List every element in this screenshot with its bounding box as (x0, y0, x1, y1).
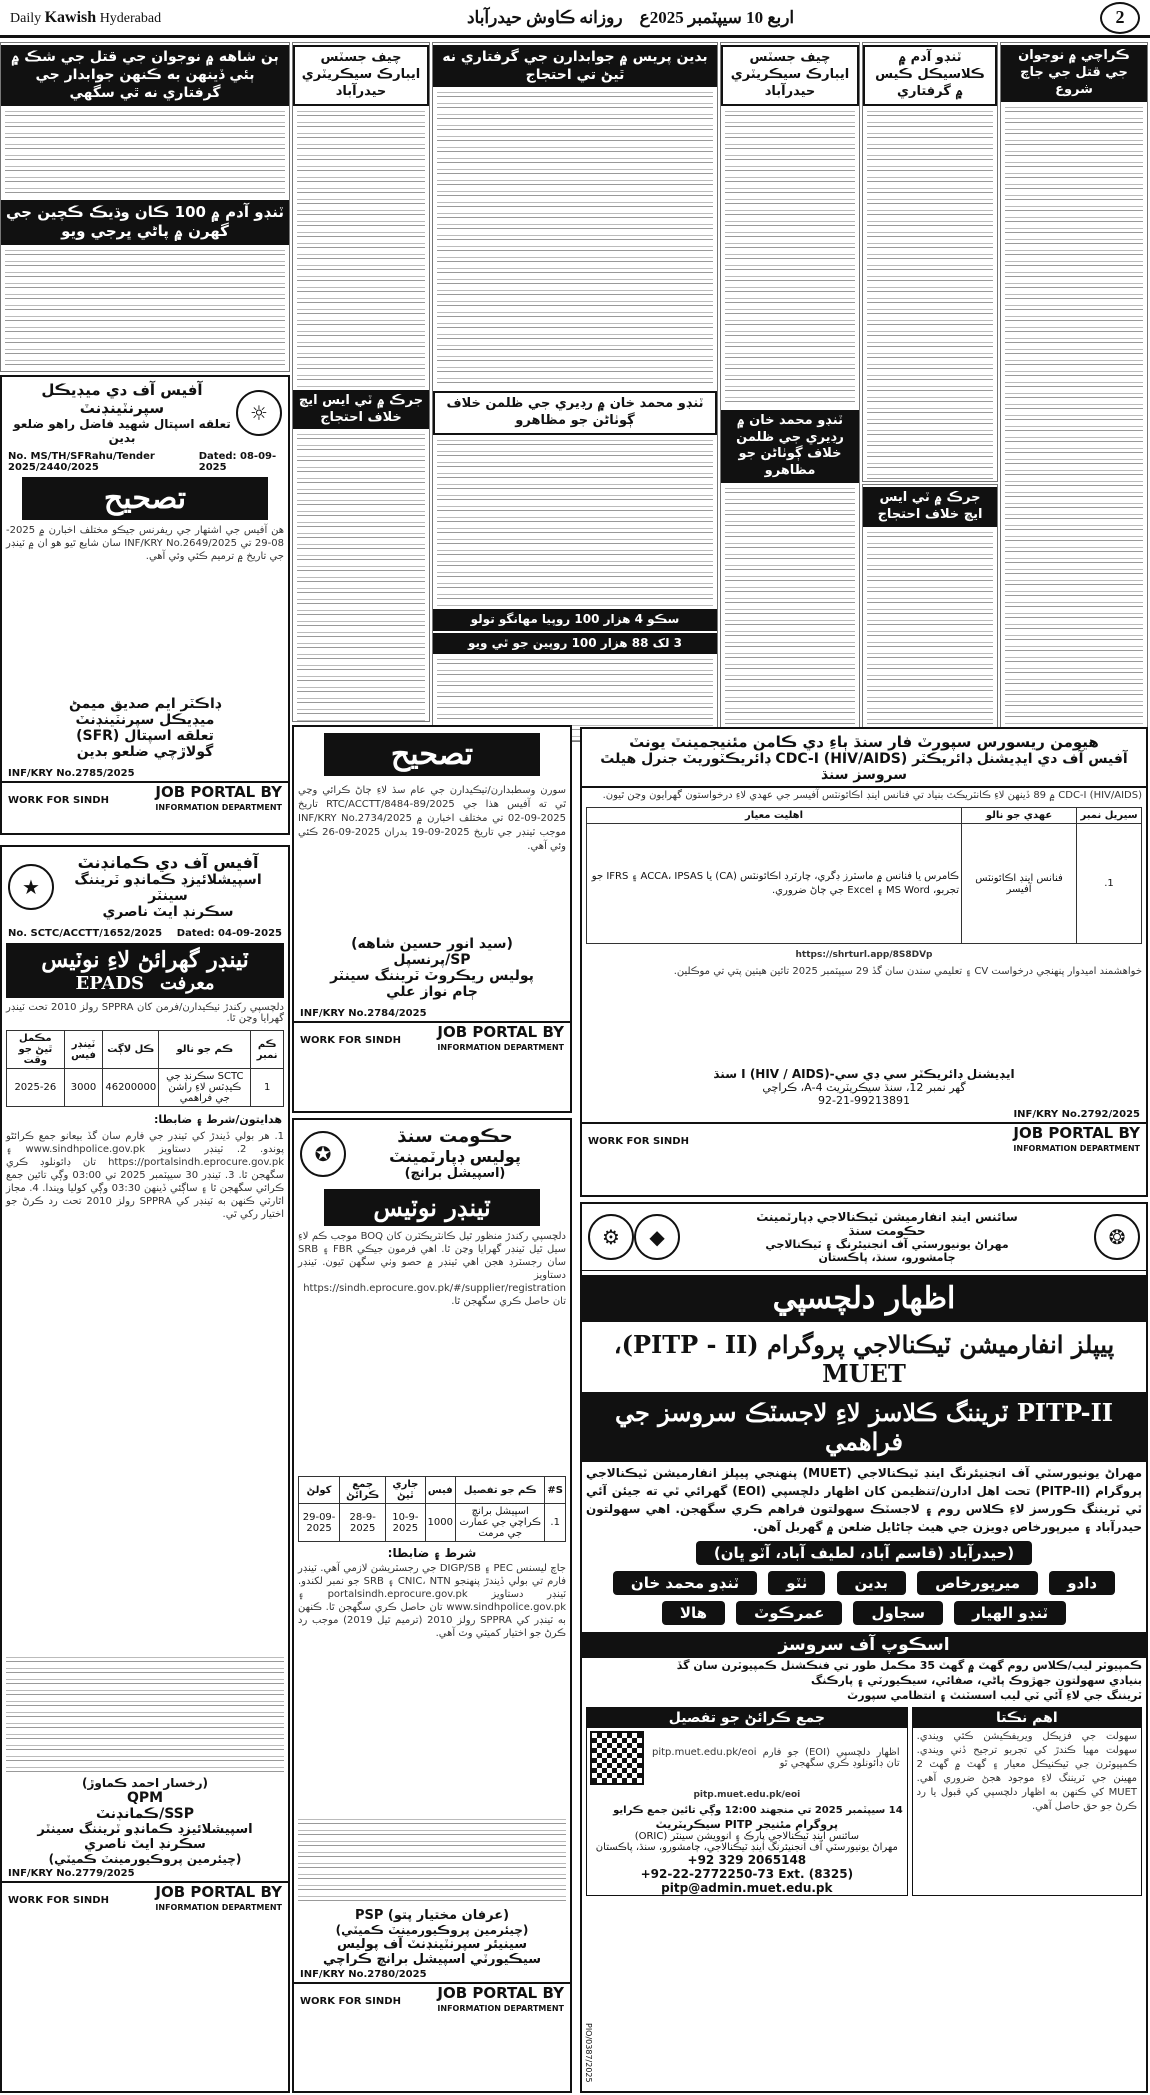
col-header: S# (545, 1477, 566, 1504)
job-portal-label: JOB PORTAL BY (155, 783, 282, 801)
headline: ڪراچي ۾ نوجوان جي قتل جي جاچ شروع (1001, 45, 1147, 102)
headline: ٽنڊو محمد خان ۾ رڊيري جي ظلمن خلاف ڳوٺاڻن جو مظاهرو (433, 391, 717, 435)
headline: ٽنڊو آدم ۾ ڪلاسيڪل ڪيس ۾ گرفتاري (863, 45, 997, 106)
ad-signatory-office: تعلقه اسپتال (SFR) (76, 728, 214, 744)
job-portal-label: JOB PORTAL BY (155, 1883, 282, 1901)
location-pill: هالا (662, 1601, 725, 1625)
headline: ٽنڊو محمد خان ۾ رڊيري جي ظلمن خلاف ڳوٺاڻن جو مظاهرو (721, 410, 859, 484)
scope-item: ڪمپيوٽر ليب/ڪلاس روم گهٽ ۾ گهٽ 35 مڪمل طور تي فنڪشنل ڪمپيوٽرن سان گڏ (676, 1659, 1142, 1672)
col-header: جاري ٿيڻ (386, 1477, 425, 1504)
epads-label: EPADS (75, 973, 144, 994)
ad-title: تصحيح (324, 733, 540, 776)
ad-committee: (چيئرمين پروڪيورمينٽ ڪميٽي) (48, 1852, 242, 1866)
ad-title-via: معرفت (160, 973, 215, 994)
ad-ref-number: No. SCTC/ACCTT/1652/2025 (8, 928, 163, 939)
news-column-3 (862, 484, 998, 742)
inf-number: INF/KRY No.2784/2025 (300, 1008, 427, 1019)
sindhi-title: روزانه ڪاوش حيدرآباد (466, 7, 623, 27)
ad-org: هيومن ريسورس سپورٽ فار سنڌ ٻاءِ دي ڪامن مئنيجمينٽ يونٽ (629, 733, 1099, 751)
ad-intro: دلچسپي رکندڙ ٺيڪيدارن/فرمن کان SPPRA رولز 2010 تحت ٽينڊر گهرايا وڃن ٿا. (6, 1002, 284, 1024)
scope-title: اسڪوپ آف سروسز (582, 1632, 1146, 1658)
pitp-logo-icon: ◆ (634, 1214, 680, 1260)
ad-body: سورن وسطبدارن/ٺيڪيدارن جي عام سڌ لاءِ ڄاڻ ڪرائي وڃي ٿي ته آفيس هذا جي RTC/ACCTT/8484-89/2025 تاريخ 2025-09-02 تي مختلف اخبارن ۾ INF/KRY No.2734/2025 موجب ٽينڊر جي تاريخ 2025-09-19 بدران 2025-09-26 ڪئي وئي آهي. (298, 785, 566, 852)
table-cell: SCTC سڪرنڊ جي ڪيڊٽس لاءِ راشن جي فراهمي (159, 1069, 251, 1107)
col-header: سيريل نمبر (1077, 808, 1142, 824)
headline: جرڪ ۾ ٽي ايس ايچ خلاف احتجاج (293, 390, 429, 430)
ad-intro: دلچسپي رکندڙ منظور ٿيل ڪانٽريڪٽرن کان BOQ موجب ڪم لاءِ سيل ٿيل ٽينڊر گهرايا وڃن ٿا. اهي فرمون جيڪي FBR ۽ SRB سان رجسٽرڊ هجن اهي ٽينڊر ۾ حصو وٺي سگهن ٿيون. ٽينڊر دستاويز https://sindh.eprocure.gov.pk/#/supplier/registration تان حاصل ڪري سگهجن ٿا. (298, 1231, 567, 1307)
masthead-english (10, 9, 161, 27)
location-pill: ٺٽو (768, 1571, 825, 1595)
qr-code-icon[interactable] (590, 1731, 644, 1785)
submission-title: جمع ڪرائڻ جو تفصيل (587, 1708, 907, 1728)
table-cell: 1 (251, 1069, 284, 1107)
col-header: ٽينڊر فيس (64, 1031, 103, 1069)
news-text (297, 431, 425, 722)
scope-item: ٽريننگ جي لاءِ آئي ٽي ليب اسسٽنٽ ۽ انتظامي سپورٽ (847, 1689, 1142, 1702)
terms-body: جاچ ليسنس PEC ۽ DIGP/SB جي رجسٽريشن لازمي آهي. ٽينڊر فارم تي بولي ڏيندڙ پنهنجو CNIC، NTN ۽ SRB جو نمبر لکندو. ٽينڊر دستاويز portalsindh.eprocure.gov.pk ۽ www.sindhpolice.gov.pk تان حاصل ڪري سگهجن ٿا. ڪنهن به ٽينڊر کي SPPRA رولز 2010 (ترميم ٿيل 2019) موجب رد ڪرڻ جو اختيار کميٽي وٽ آهي. (298, 1563, 567, 1639)
notes-body: سهولت جي فزيڪل ويريفڪيشن ڪئي ويندي. سهولت مهيا ڪندڙ کي تجربو ترجيح ڏني ويندي. ڪمپيوٽرن جي ٽيڪنيڪل معيار ۽ گهٽ ۾ گهٽ 2 مهينن جي ٽريننگ لاءِ موجود هجڻ ضروري آهي. MUET کي ڪنهن به اظهار دلچسپي کي قبول يا رد ڪرڻ جو حق حاصل آهي. (916, 1731, 1137, 1812)
col-header: ڪل لاڳت (103, 1031, 159, 1069)
ad-signatory-office: پوليس ريڪروٽ ٽريننگ سينٽر (330, 968, 534, 984)
headline: چيف جسٽس ايبارڪ سيڪريٽري حيدرآباد (721, 45, 859, 106)
ad-branch: (اسپيشل برانچ) (404, 1166, 506, 1181)
headline: بدين پريس ۾ جوابدارن جي گرفتاري نه ٿيڻ تي احتجاج (433, 45, 717, 87)
address-office: ايڊيشنل ڊائريڪٽر سي ڊي سي-I (HIV / AIDS) سنڌ (713, 1067, 1015, 1081)
contact-address: مهراڻ يونيورسٽي آف انجنيئرنگ اينڊ ٽيڪنالاجي، ڄامشورو، سنڌ، پاڪستان (595, 1842, 898, 1853)
scope-item: بنيادي سهولتون جهڙوڪ پاڻي، صفائي، سيڪيورٽي ۽ پارڪنگ (810, 1674, 1142, 1687)
ad-signatory-title: سينيئر سپرنٽينڊنٽ آف پوليس (337, 1937, 527, 1952)
location-list (582, 1568, 1146, 1628)
col-header: کولڻ (299, 1477, 340, 1504)
ad-title: اظهار دلچسپي (582, 1275, 1146, 1322)
ad-prtc-tasheeh (292, 725, 572, 1113)
news-text (867, 108, 993, 482)
page-number: 2 (1100, 2, 1140, 34)
location-pill: ميرپورخاص (917, 1571, 1038, 1595)
paper-name: Kawish (44, 8, 97, 26)
ad-title: ٽينڊر نوٽيس (324, 1189, 540, 1226)
news-text (5, 247, 285, 372)
ad-sctc-tender (0, 845, 290, 2093)
notes-title: اهم نڪتا (913, 1708, 1141, 1728)
job-portal-footer (294, 1982, 570, 2018)
headline: جرڪ ۾ ٽي ايس ايچ خلاف احتجاج (863, 487, 997, 527)
news-column-1 (1000, 42, 1148, 742)
ad-location: سڪرنڊ ايٽ ناصري (102, 904, 234, 920)
table-cell: 29-09-2025 (299, 1504, 340, 1542)
ad-signatory-title: SSP/ڪمانڊنٽ (95, 1806, 195, 1822)
ad-signatory-location: ڄام نواز علي (386, 984, 478, 1000)
news-text (725, 108, 855, 408)
muet-logo-icon: ⚙ (588, 1214, 634, 1260)
contact-phone: +92 329 2065148 (687, 1853, 807, 1867)
info-dept-label: INFORMATION DEPARTMENT (155, 1903, 282, 1912)
inf-number: INF/KRY No.2792/2025 (1013, 1109, 1140, 1120)
ad-hrsu-cdc (580, 727, 1148, 1197)
table-cell: 3000 (64, 1069, 103, 1107)
location-pill: بدين (837, 1571, 906, 1595)
masthead-sindhi (467, 8, 794, 28)
contact-title: پروگرام مئنيجر PITP سيڪريٽريٽ (655, 1818, 839, 1831)
contact-email[interactable]: pitp@admin.muet.edu.pk (661, 1881, 833, 1895)
job-portal-label: JOB PORTAL BY (437, 1023, 564, 1041)
ad-org: سائنس اينڊ انفارميشن ٽيڪنالاجي ڊپارٽمينٽ (756, 1210, 1018, 1224)
headline: ٻن شاهه ۾ نوجوان جي قتل جي شڪ ۾ ٻئي ڏينهن به ڪنهن جوابدار جي گرفتاري نه ٿي سگهي (1, 45, 289, 106)
location-pill: سجاول (853, 1601, 943, 1625)
ad-signatory: (رخسار احمد ڪماوڙ) (81, 1776, 209, 1790)
info-dept-label: INFORMATION DEPARTMENT (1013, 1144, 1140, 1153)
ad-university-location: ڄامشورو، سنڌ، پاڪستان (818, 1251, 956, 1264)
news-text (297, 108, 425, 388)
ad-org-govt: حڪومت سنڌ (848, 1224, 926, 1238)
news-column-6 (292, 42, 430, 722)
contact-phone: +92-22-2772250-73 Ext. (8325) (640, 1867, 854, 1881)
inf-number: INF/KRY No.2780/2025 (300, 1969, 427, 1980)
stock-line-2: 3 لک 88 هزار 100 روپين جو ٿي ويو (433, 633, 717, 655)
ad-signatory-office: سيڪيورٽي اسپيشل برانچ ڪراچي (323, 1952, 541, 1967)
ad-ref-number: No. MS/TH/SFRahu/Tender 2025/2440/2025 (8, 451, 155, 473)
ad-signatory: ڊاڪٽر ايم صديق ميمڻ (68, 696, 221, 712)
ad-description: مهراڻ يونيورسٽي آف انجنيئرنگ اينڊ ٽيڪنالاجي (MUET) پنهنجي پيپلز انفارميشن ٽيڪنالاجي پروگرام (PITP-II) تحت اهل ادارن/تنظيمن کان اظهار دلچسپي (EOI) گهرائي ٿي ته جيئن آئي ٽي ٽريننگ ڪورسز لاءِ ڪلاس روم ۽ لاجسٽڪ سهولتون فراهم ڪري سگهجن. اهي سهولتون حيدرآباد ۽ ميرپورخاص ڊويزن جي هيٺ ڄاڻايل ضلعن ۾ گهربل آهن. (586, 1466, 1143, 1534)
location-pill: ٽنڊو الهيار (954, 1601, 1066, 1625)
commando-badge-icon: ★ (8, 864, 54, 910)
col-header: ڪم جو تفصيل (455, 1477, 544, 1504)
table-cell: اسپيشل برانچ ڪراچي جي عمارت جي مرمت (455, 1504, 544, 1542)
table-cell: 46200000 (103, 1069, 159, 1107)
inf-number: INF/KRY No.2785/2025 (8, 768, 135, 779)
masthead (0, 0, 1150, 38)
table-cell: 10-9-2025 (386, 1504, 425, 1542)
terms-continued (6, 1654, 284, 1774)
col-header: فيس (425, 1477, 455, 1504)
ad-sub-org: تعلقه اسپتال شهيد فاضل راهو ضلعو بدين (13, 417, 231, 445)
headline: ٽنڊو آدم ۾ 100 ڪان وڌيڪ ڪچين جي گهرن ۾ پاڻي ڀرجي ويو (1, 200, 289, 245)
ad-date: Dated: 04-09-2025 (176, 928, 282, 939)
sindh-govt-logo-icon: ❂ (1094, 1214, 1140, 1260)
ad-muet-pitp-eoi (580, 1202, 1148, 2093)
ad-intro: CDC-I (HIV/AIDS) ۾ 89 ڏينهن لاءِ ڪانٽريڪٽ بنياد تي فنانس اينڊ اڪائونٽس آفيسر جي عهدي لاءِ درخواستون گهرايون وڃن ٿيون. (602, 790, 1142, 801)
work-for-sindh-label: WORK FOR SINDH (588, 1135, 689, 1147)
ad-org: آفيس آف دي ميڊيڪل سپرنٽينڊنٽ (41, 381, 203, 417)
ad-program: پيپلز انفارميشن ٽيڪنالاجي پروگرام (PITP - II)، MUET (613, 1330, 1115, 1388)
ad-signatory-rank: QPM (126, 1790, 164, 1806)
apply-link[interactable]: https://shrturl.app/8S8DVp (795, 950, 933, 960)
col-header: عهدي جو نالو (962, 808, 1077, 824)
apply-instructions: خواهشمند اميدوار پنهنجي درخواست CV ۽ تعليمي سندن سان گڏ 29 سيپٽمبر 2025 تائين هيٺين پتي تي موڪلين. (673, 966, 1142, 977)
terms-title: شرط ۽ ضابطا: (387, 1546, 477, 1560)
ad-sub-org: آفيس آف دي ايڊيشنل ڊائريڪٽر CDC-I (HIV/AIDS) ڊائريڪٽوريٽ جنرل هيلٿ سروسز سنڌ (582, 751, 1146, 788)
news-text (5, 108, 285, 198)
job-portal-label: JOB PORTAL BY (1013, 1124, 1140, 1142)
news-text (437, 89, 713, 389)
location-pill: عمرڪوٽ (736, 1601, 842, 1625)
work-for-sindh-label: WORK FOR SINDH (8, 1894, 109, 1906)
location-pill: ٽنڊو محمد خان (613, 1571, 757, 1595)
ad-date: Dated: 08-09-2025 (198, 451, 277, 473)
terms-title: هدايتون/شرط ۽ ضابطا: (154, 1113, 282, 1126)
ad-org: حڪومت سنڌ (397, 1126, 513, 1147)
job-portal-footer (582, 1122, 1146, 1158)
ad-body: هن آفيس جي اشتهار جي ريفرنس جيڪو مختلف اخبارن ۾ 2025-08-29 تي INF/KRY No.2649/2025 سان شايع ٿيو هو ان ۾ ٽينڊر جي تاريخ ۾ ترميم ڪئي وئي آهي. (6, 525, 284, 562)
work-for-sindh-label: WORK FOR SINDH (8, 794, 109, 806)
police-tender-table (298, 1476, 566, 1542)
table-cell: 1. (545, 1504, 566, 1542)
news-text (437, 437, 713, 607)
col-header: جمع ڪرائڻ (340, 1477, 386, 1504)
ad-title: ٽينڊر گهرائڻ لاءِ نوٽيس (41, 947, 249, 973)
ad-signatory-title: SP/پرنسپل (393, 952, 471, 968)
work-for-sindh-label: WORK FOR SINDH (300, 1995, 401, 2007)
website-link[interactable]: pitp.muet.edu.pk/eoi (693, 1790, 801, 1800)
col-header: ڪم جو نالو (159, 1031, 251, 1069)
info-dept-label: INFORMATION DEPARTMENT (437, 1043, 564, 1052)
stock-line-1: سڪو 4 هزار 100 روپيا مهانگو تولو (433, 609, 717, 631)
address-phone: 92-21-99213891 (818, 1094, 910, 1107)
news-text (725, 485, 855, 742)
sctc-tender-table (6, 1030, 284, 1107)
ad-committee: (چيئرمين پروڪيورمينٽ ڪميٽي) (335, 1923, 529, 1937)
address-street: گهر نمبر 12، سنڌ سيڪريٽريٽ 4-A، ڪراچي (762, 1081, 966, 1094)
ad-police-special-branch (292, 1118, 572, 2093)
government-seal-icon: ☼ (236, 390, 282, 436)
news-text (867, 529, 993, 729)
issue-date: اربع 10 سيپٽمبر 2025ع (639, 7, 795, 27)
news-text (1005, 104, 1143, 742)
ad-sub-org: اسپيشلائيزڊ ڪمانڊو ٽريننگ سينٽر (74, 872, 262, 904)
ad-title: تصحيح (22, 477, 268, 520)
work-for-sindh-label: WORK FOR SINDH (300, 1034, 401, 1046)
ad-signatory-office: اسپيشلائيزڊ ڪمانڊو ٽريننگ سينٽر (37, 1822, 253, 1837)
pio-number: PIO/0387/2025 (584, 2023, 593, 2083)
location-pill: دادو (1049, 1571, 1115, 1595)
ad-sub-org: پوليس ڊپارٽمينٽ (389, 1147, 521, 1166)
job-portal-footer (2, 781, 288, 817)
ad-signatory: (سيد انور حسين شاهه) (351, 936, 513, 952)
submission-form-info: اظهار دلچسپي (EOI) جو فارم pitp.muet.edu.pk/eoi تان ڊائونلوڊ ڪري سگهجي ٿو (652, 1747, 900, 1769)
ad-org: آفيس آف دي ڪمانڊنٽ (77, 853, 259, 872)
job-portal-label: JOB PORTAL BY (437, 1984, 564, 2002)
inf-number: INF/KRY No.2779/2025 (8, 1868, 135, 1879)
job-portal-footer (2, 1881, 288, 1917)
col-header: اهليت معيار (587, 808, 962, 824)
ad-university: مهراڻ يونيورسٽي آف انجنيئرنگ ۽ ٽيڪنالاجي (765, 1238, 1009, 1251)
ad-ms-fazil-rahu (0, 375, 290, 835)
info-dept-label: INFORMATION DEPARTMENT (437, 2004, 564, 2013)
col-header: مڪمل ٿيڻ جو وقت (7, 1031, 65, 1069)
ad-signatory-location: سڪرنڊ ايٽ ناصري (84, 1837, 206, 1852)
table-cell: 2025-26 (7, 1069, 65, 1107)
table-cell: ڪامرس يا فنانس ۾ ماسٽرز ڊگري، چارٽرڊ اڪائونٽس (CA) يا ACCA، IPSAS ۽ IFRS جو تجربو، MS Word ۽ Excel جي ڄاڻ ضروري. (587, 824, 962, 944)
ad-program-subtitle: PITP-II ٽريننگ ڪلاسز لاءِ لاجسٽڪ سروسز جي فراهمي (582, 1392, 1146, 1462)
table-cell: 28-9-2025 (340, 1504, 386, 1542)
paper-label: Daily (10, 10, 42, 26)
paper-city: Hyderabad (99, 10, 162, 26)
news-column-5 (432, 42, 718, 742)
terms-body: 1. هر بولي ڏيندڙ کي ٽينڊر جي فارم سان گڏ بيعانو جمع ڪرائڻو پوندو. 2. ٽينڊر دستاويز www.sindhpolice.gov.pk ۽ https://portalsindh.eprocure.gov.pk تان ڊائونلوڊ ڪري سگهجن ٿا. 3. ٽينڊر 30 سيپٽمبر 2025 تي 03:00 وڳي تائين جمع ڪرائي سگهجن ٿا ۽ ساڳئي ڏينهن 03:30 وڳي کوليا ويندا. 4. مجاز اٿارٽي ڪنهن به ٽينڊر کي SPPRA رولز 2010 تحت رد ڪرڻ جو اختيار رکي ٿي. (6, 1131, 285, 1220)
table-cell: 1. (1077, 824, 1142, 944)
news-column-2 (862, 42, 998, 482)
police-seal-icon: ✪ (300, 1131, 346, 1177)
table-cell: فنانس اينڊ اڪائونٽس آفيسر (962, 824, 1077, 944)
job-portal-footer (294, 1021, 570, 1057)
location-hyderabad: (حيدرآباد (قاسم آباد، لطيف آباد، آٽو ڀان) (696, 1541, 1032, 1565)
hrsu-post-table (586, 807, 1142, 944)
ad-signatory-district: گولاڙچي ضلعو بدين (76, 744, 214, 760)
table-cell: 1000 (425, 1504, 455, 1542)
news-column-7 (0, 42, 290, 372)
ad-signatory-title: ميڊيڪل سپرنٽينڊنٽ (75, 712, 215, 728)
news-column-4 (720, 42, 860, 742)
info-dept-label: INFORMATION DEPARTMENT (155, 803, 282, 812)
contact-office: سائنس اينڊ ٽيڪنالاجي پارڪ ۽ انوويشن سينٽر (ORIC) (634, 1831, 859, 1842)
headline: چيف جسٽس ايبارڪ سيڪريٽري حيدرآباد (293, 45, 429, 106)
col-header: ڪم نمبر (251, 1031, 284, 1069)
ad-signatory: (عرفان مختيار پتو) PSP (354, 1908, 510, 1923)
submission-deadline: 14 سيپٽمبر 2025 تي منجهند 12:00 وڳي تائين جمع ڪرايو (613, 1805, 903, 1816)
terms-continued (298, 1816, 566, 1906)
